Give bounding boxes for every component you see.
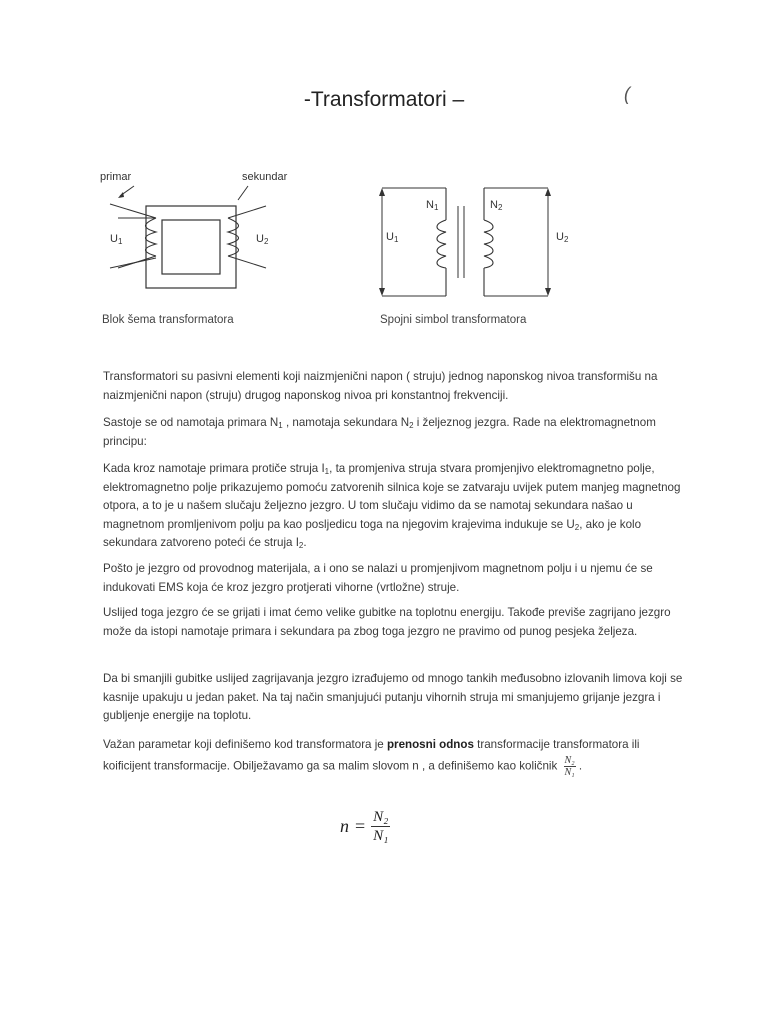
paragraph-eddy-currents: Pošto je jezgro od provodnog materijala, a i ono se nalazi u promjenjivom magnetnom polju i u njemu će se indukovati EMS koja će kroz jezgro protjerati vihorne (vrtložne) struje. <box>103 562 653 594</box>
block-diagram <box>96 166 306 296</box>
paragraph-heating: Uslijed toga jezgro će se grijati i imat ćemo velike gubitke na toplotnu energiju. Takođe previše zagrijano jezgro može da istopi namotaje primara i sekundara pa zbog toga jezgro ne pravimo od punog pesjeka željeza. <box>103 606 671 638</box>
paragraph-principle: Kada kroz namotaje primara protiče struja $I_1$, ta promjeniva struja stvara promjenjivo elektromagnetno polje, elektromagnetno polje prikazujemo pomoću zatvorenih silnica koje se zatvaraju uvijek putem manjeg magnetnog otpora, a to je u našem slučaju željezno jezgro. U tom slučaju vidimo da se namotaj sekundara našao u magnetnom promljenivom polju pa kao posljedicu toga na njegovim krajevima indukuje se $U_2$, ako je kolo sekundara zatvoreno poteći će struja $I_2$. <box>103 462 681 550</box>
symbol-caption: Spojni simbol transformatora <box>380 314 527 326</box>
inline-ratio-fraction: $\frac{\text{N₂}}{\text{N₁}}$ <box>564 754 575 778</box>
formula-numerator: N₂ <box>373 809 389 825</box>
block-diagram-caption: Blok šema transformatora <box>102 314 234 326</box>
formula-fraction <box>371 808 390 845</box>
label-n2: N2 <box>490 199 503 212</box>
label-u2-symbol: U2 <box>556 231 569 244</box>
label-primar: primar <box>100 171 132 183</box>
corner-pen-mark: ( <box>624 84 630 104</box>
label-sekundar: sekundar <box>242 171 288 183</box>
symbol-figure <box>372 180 582 309</box>
paragraph-definition: Transformatori su pasivni elementi koji naizmjenični napon ( struju) jednog naponskog nivoa transformišu na naizmjenični napon (struju) drugog naponskog nivoa pri konstantnoj frekvenciji. <box>103 370 658 402</box>
document-title: -Transformatori – <box>303 88 465 111</box>
block-diagram-figure <box>96 166 306 301</box>
formula-equals: = <box>355 816 366 836</box>
label-n1: N1 <box>426 199 439 212</box>
paragraph-composition: Sastoje se od namotaja primara $N_1$ , namotaja sekundara $N_2$ i željeznog jezgra. Rade na elektromagnetnom principu: <box>103 416 656 448</box>
ratio-formula <box>340 808 390 845</box>
formula-lhs: n <box>340 816 349 836</box>
label-u1-block: U1 <box>110 233 123 246</box>
label-u2-block: U2 <box>256 233 269 246</box>
formula-denominator: N₁ <box>373 828 389 844</box>
paragraph-laminations: Da bi smanjili gubitke uslijed zagrijavanja jezgro izrađujemo od mnogo tankih međusobno izlovanih limova koji se kasnije upakuju u jedan paket. Na taj način smanjujući putanju vihornih struja mi smanjujemo grijanje jezgra i gubljenje energije na toplotu. <box>103 672 683 722</box>
transformer-symbol <box>372 180 582 304</box>
paragraph-ratio: Važan parametar koji definišemo kod transformatora je prenosni odnos transformacije transformatora ili koificijent transformacije. Obilježavamo ga sa malim slovom n , a definišemo kao količnik $\frac{\text{N₂}}{\text{N₁}}$ . <box>103 738 640 778</box>
label-u1-symbol: U1 <box>386 231 399 244</box>
